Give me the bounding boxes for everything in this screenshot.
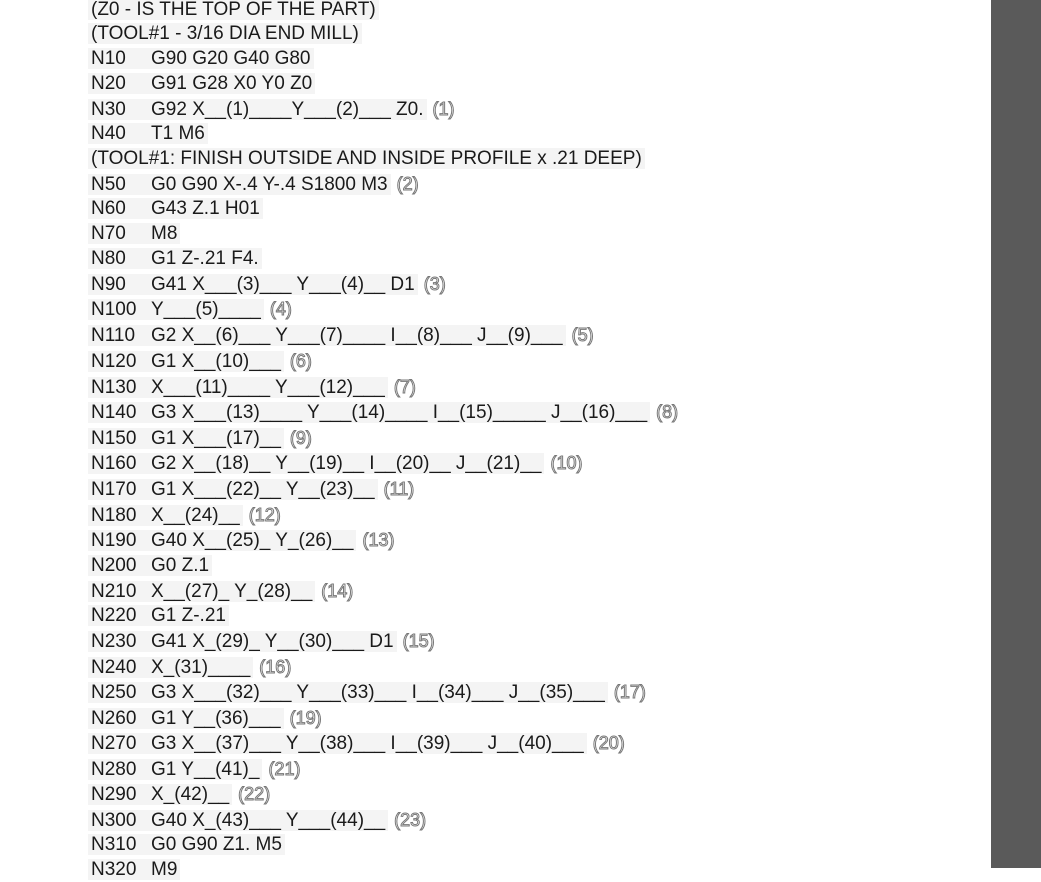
block-number: N170	[91, 479, 137, 500]
block-number: N60	[91, 198, 126, 219]
gcode-line	[88, 503, 281, 527]
reference-marker: (3)	[423, 274, 446, 294]
gcode-text: X___(11)____ Y___(12)___	[151, 377, 385, 398]
line-text	[88, 325, 566, 346]
gcode-line	[88, 528, 394, 552]
line-text	[88, 555, 212, 576]
line-text	[88, 657, 253, 678]
gcode-line	[88, 147, 645, 171]
reference-marker: (5)	[571, 325, 594, 345]
line-text	[88, 708, 284, 729]
gcode-text: G40 X__(25)_ Y_(26)__	[151, 530, 354, 551]
gcode-line	[88, 604, 229, 628]
line-text	[88, 453, 544, 474]
gcode-line	[88, 349, 312, 373]
gcode-text: Y___(5)____	[151, 299, 261, 320]
gcode-text: G1 Y__(36)___	[151, 708, 281, 729]
line-text	[88, 123, 208, 144]
gcode-line	[88, 858, 180, 882]
block-number: N130	[91, 377, 137, 398]
line-text	[88, 299, 264, 320]
gcode-text: G2 X__(6)___ Y___(7)____ I__(8)___ J__(9)___	[151, 325, 563, 346]
block-number: N300	[91, 810, 137, 831]
line-text	[88, 834, 285, 855]
gcode-line	[88, 731, 625, 755]
gcode-text: X_(31)____	[151, 657, 251, 678]
gcode-line	[88, 172, 419, 196]
reference-marker: (16)	[259, 657, 292, 677]
gcode-line	[88, 222, 180, 246]
gcode-line	[88, 247, 262, 271]
gcode-text: G3 X__(37)___ Y__(38)___ I__(39)___ J__(40)___	[151, 733, 584, 754]
reference-marker: (9)	[289, 428, 312, 448]
gcode-text: G3 X___(13)____ Y___(14)____ I__(15)_____ J__(16)___	[151, 402, 648, 423]
block-number: N40	[91, 123, 126, 144]
gcode-text: G41 X___(3)___ Y___(4)__ D1	[151, 274, 415, 295]
reference-marker: (8)	[656, 402, 679, 422]
gcode-line	[88, 323, 594, 347]
reference-marker: (21)	[268, 759, 301, 779]
block-number: N120	[91, 351, 137, 372]
gcode-text: M8	[151, 223, 178, 244]
gcode-text: G92 X__(1)____Y___(2)___ Z0.	[151, 99, 424, 120]
line-text	[88, 581, 315, 602]
block-number: N30	[91, 99, 126, 120]
gcode-text: G1 Z-.21 F4.	[151, 248, 259, 269]
reference-marker: (1)	[432, 99, 455, 119]
gcode-text: T1 M6	[151, 123, 205, 144]
reference-marker: (6)	[289, 351, 312, 371]
reference-marker: (17)	[613, 682, 646, 702]
gcode-line	[88, 808, 426, 832]
gcode-line	[88, 680, 646, 704]
gcode-line	[88, 706, 322, 730]
block-number: N150	[91, 428, 137, 449]
gcode-text: G1 Z-.21	[151, 605, 226, 626]
gcode-line	[88, 272, 446, 296]
gcode-text: G1 X__(10)___	[151, 351, 281, 372]
gcode-line	[88, 554, 212, 578]
gcode-text: G91 G28 X0 Y0 Z0	[151, 73, 313, 94]
gcode-line	[88, 782, 270, 806]
gcode-line	[88, 833, 285, 857]
gcode-text: X__(24)__	[151, 505, 240, 526]
block-number: N220	[91, 605, 137, 626]
line-text	[88, 505, 243, 526]
reference-marker: (14)	[321, 581, 354, 601]
gcode-text: X__(27)_ Y_(28)__	[151, 581, 313, 602]
reference-marker: (22)	[238, 784, 271, 804]
reference-marker: (12)	[248, 505, 281, 525]
line-text	[88, 479, 378, 500]
gcode-text: M9	[151, 859, 178, 880]
gcode-text: G90 G20 G40 G80	[151, 48, 311, 69]
gcode-text: G0 G90 Z1. M5	[151, 834, 282, 855]
block-number: N80	[91, 248, 126, 269]
gcode-line	[88, 197, 263, 221]
reference-marker: (13)	[362, 530, 395, 550]
line-text	[88, 733, 587, 754]
gcode-text: G1 Y__(41)_	[151, 759, 260, 780]
line-text	[88, 73, 315, 94]
block-number: N50	[91, 174, 126, 195]
gcode-line	[88, 375, 416, 399]
line-text	[88, 428, 284, 449]
block-number: N250	[91, 682, 137, 703]
line-text	[88, 148, 645, 169]
gcode-text: G0 G90 X-.4 Y-.4 S1800 M3	[151, 174, 388, 195]
block-number: N240	[91, 657, 137, 678]
block-number: N10	[91, 48, 126, 69]
line-text	[88, 223, 180, 244]
block-number: N290	[91, 784, 137, 805]
gcode-text: G3 X___(32)___ Y___(33)___ I__(34)___ J__(35)___	[151, 682, 605, 703]
gcode-text: G2 X__(18)__ Y__(19)__ I__(20)__ J__(21)__	[151, 453, 542, 474]
line-text	[88, 810, 388, 831]
gcode-line	[88, 426, 312, 450]
block-number: N190	[91, 530, 137, 551]
gcode-text: G40 X_(43)___ Y___(44)__	[151, 810, 386, 831]
block-number: N280	[91, 759, 137, 780]
gcode-text: (TOOL#1: FINISH OUTSIDE AND INSIDE PROFILE x .21 DEEP)	[91, 148, 642, 169]
line-text	[88, 859, 180, 880]
block-number: N20	[91, 73, 126, 94]
line-text	[88, 274, 418, 295]
gcode-text: G1 X___(17)__	[151, 428, 281, 449]
line-text	[88, 759, 262, 780]
gcode-text: X_(42)__	[151, 784, 230, 805]
gcode-line	[88, 0, 379, 22]
gcode-text: (Z0 - IS THE TOP OF THE PART)	[91, 0, 376, 20]
gcode-line	[88, 47, 314, 71]
gcode-line	[88, 22, 362, 46]
reference-marker: (23)	[394, 810, 427, 830]
line-text	[88, 377, 388, 398]
block-number: N100	[91, 299, 137, 320]
block-number: N270	[91, 733, 137, 754]
line-text	[88, 48, 314, 69]
line-text	[88, 248, 262, 269]
gcode-line	[88, 400, 678, 424]
gcode-text: (TOOL#1 - 3/16 DIA END MILL)	[91, 23, 359, 44]
block-number: N180	[91, 505, 137, 526]
block-number: N200	[91, 555, 137, 576]
reference-marker: (15)	[402, 631, 435, 651]
reference-marker: (19)	[289, 708, 322, 728]
gcode-text: G41 X_(29)_ Y__(30)___ D1	[151, 631, 394, 652]
gcode-line	[88, 629, 435, 653]
reference-marker: (7)	[393, 377, 416, 397]
line-text	[88, 631, 397, 652]
line-text	[88, 351, 284, 372]
block-number: N70	[91, 223, 126, 244]
gcode-line	[88, 579, 353, 603]
reference-marker: (2)	[396, 174, 419, 194]
gcode-line	[88, 655, 291, 679]
line-text	[88, 99, 427, 120]
line-text	[88, 682, 608, 703]
gcode-text: G1 X___(22)__ Y__(23)__	[151, 479, 375, 500]
gcode-line	[88, 97, 455, 121]
line-text	[88, 23, 362, 44]
block-number: N110	[91, 325, 136, 346]
block-number: N310	[91, 834, 137, 855]
gcode-line	[88, 72, 315, 96]
gcode-text: G0 Z.1	[151, 555, 210, 576]
line-text	[88, 0, 379, 20]
block-number: N230	[91, 631, 137, 652]
block-number: N260	[91, 708, 137, 729]
line-text	[88, 198, 263, 219]
reference-marker: (4)	[269, 299, 292, 319]
gcode-line	[88, 451, 582, 475]
line-text	[88, 605, 229, 626]
reference-marker: (11)	[383, 479, 415, 499]
block-number: N160	[91, 453, 137, 474]
block-number: N90	[91, 274, 126, 295]
gcode-line	[88, 122, 208, 146]
block-number: N320	[91, 859, 137, 880]
gcode-text: G43 Z.1 H01	[151, 198, 260, 219]
line-text	[88, 530, 356, 551]
scrollbar-gutter[interactable]	[991, 0, 1041, 868]
reference-marker: (10)	[550, 453, 583, 473]
gcode-line	[88, 297, 292, 321]
line-text	[88, 174, 391, 195]
gcode-line	[88, 757, 300, 781]
block-number: N210	[91, 581, 137, 602]
reference-marker: (20)	[592, 733, 625, 753]
gcode-line	[88, 477, 414, 501]
line-text	[88, 402, 650, 423]
line-text	[88, 784, 232, 805]
block-number: N140	[91, 402, 137, 423]
